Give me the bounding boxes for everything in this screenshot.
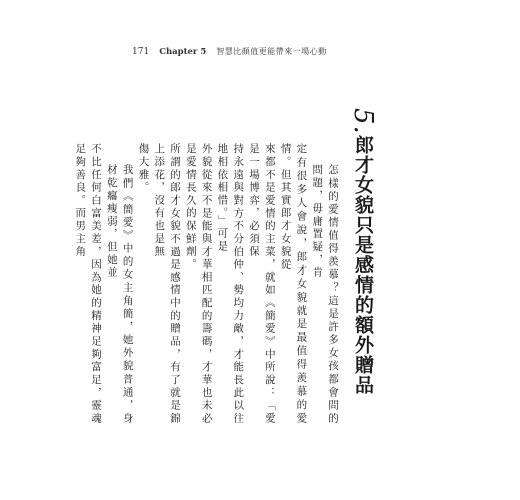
- running-header: [132, 46, 327, 57]
- section-title: [348, 108, 378, 395]
- text-column: 所謂的郎才女貌不過是感情中的贈品，有了就是錦上添花，沒有也是無: [153, 143, 182, 425]
- text-column: 定有很多人會說，郎才女貌就是最值得羨慕的愛情。但其實郎才女貌從: [279, 143, 308, 425]
- section-title-text: 郎才女貌只是感情的額外贈品: [352, 134, 374, 395]
- body-text: [74, 143, 340, 425]
- text-column: 傷大雅。: [137, 143, 150, 195]
- chapter-running-title: 智慧比顏值更能帶來一場心動: [216, 47, 327, 56]
- text-column: 持永遠與對方不分伯仲、勢均力敵，才能長此以往地相依相惜。」可是: [216, 143, 245, 425]
- text-column: 我們《簡愛》中的女主角簡，她外貌普通，身材乾癟瘦弱，但她並: [105, 164, 134, 425]
- text-column: 外貌從來不是能與才華相匹配的籌碼，才華也未必是愛情長久的保鮮劑。: [184, 143, 213, 425]
- page-number: 171: [132, 47, 150, 57]
- text-column: 不比任何白富美差，因為她的精神足夠富足，靈魂足夠善良。而男主角: [74, 143, 103, 425]
- text-column: 怎樣的愛情值得羨慕？這是許多女孩都會問的問題，毋庸置疑，肯: [311, 164, 339, 425]
- section-number: 5.: [348, 108, 378, 135]
- chapter-label: Chapter 5: [159, 47, 207, 57]
- text-column: 來都不是愛情的主菜，就如《簡愛》中所說：「愛是一場博弈，必須保: [248, 143, 276, 425]
